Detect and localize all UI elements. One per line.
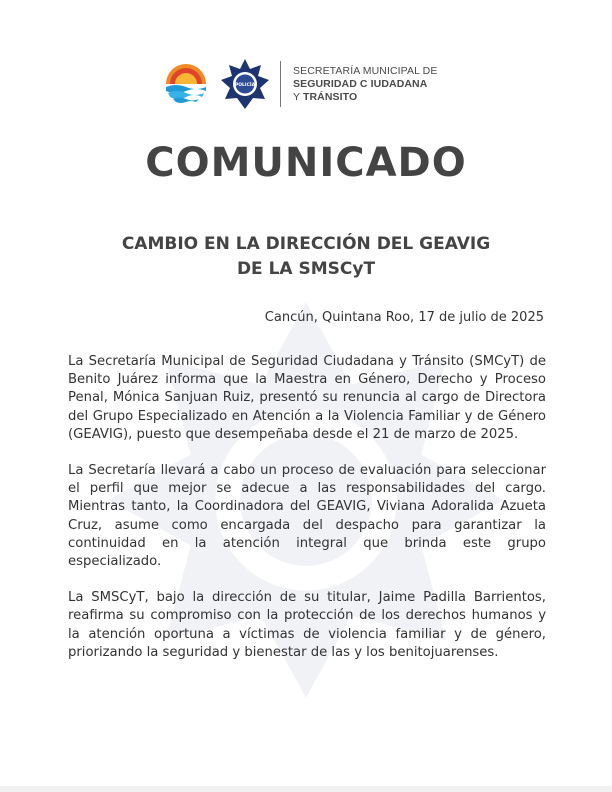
header-divider [280,61,281,107]
cancun-sun-logo-icon [162,60,210,108]
secretaria-line-3-bold: TRÁNSITO [302,90,358,103]
document-body [68,353,546,680]
secretaria-line-3 [293,91,437,104]
paragraph-1: La Secretaría Municipal de Seguridad Ciudadana y Tránsito (SMCyT) de Benito Juárez informa que la Maestra en Género, Derecho y Proceso Penal, Mónica Sanjuan Ruiz, presentó su renuncia al cargo de Directora del Grupo Especializado en Atención a la Violencia Familiar y de Género (GEAVIG), puesto que desempeñaba desde el 21 de marzo de 2025. [68,354,546,442]
subtitle-line-2: DE LA SMSCyT [236,259,376,279]
paragraph-2: La Secretaría llevará a cabo un proceso de evaluación para seleccionar el perfil que mejor se adecue a las responsabilidades del cargo. Mientras tanto, la Coordinadora del GEAVIG, Viviana Adoralida Azueta Cruz, asume como encargada del despacho para garantizar la continuidad en la atención integral que brinda este grupo especializado. [68,463,546,570]
letterhead [162,58,437,110]
dateline: Cancún, Quintana Roo, 17 de julio de 2025 [264,310,544,325]
footer-band [0,786,612,792]
subtitle-line-1: CAMBIO EN LA DIRECCIÓN DEL GEAVIG [121,234,491,254]
police-badge-icon [220,58,270,110]
paragraph-3: La SMSCyT, bajo la dirección de su titular, Jaime Padilla Barrientos, reafirma su compromiso con la protección de los derechos humanos y la atención oportuna a víctimas de violencia familiar y de género, priorizando la seguridad y bienestar de las y los benitojuarenses. [68,590,546,660]
secretaria-name [293,65,437,104]
document-title: COMUNICADO [145,140,467,186]
document-subtitle [60,232,552,282]
secretaria-line-3-prefix: Y [293,90,303,103]
svg-text:POLICÍA: POLICÍA [234,83,256,88]
secretaria-line-2: SEGURIDAD C IUDADANA [293,77,428,90]
secretaria-line-1: SECRETARÍA MUNICIPAL DE [293,64,438,77]
